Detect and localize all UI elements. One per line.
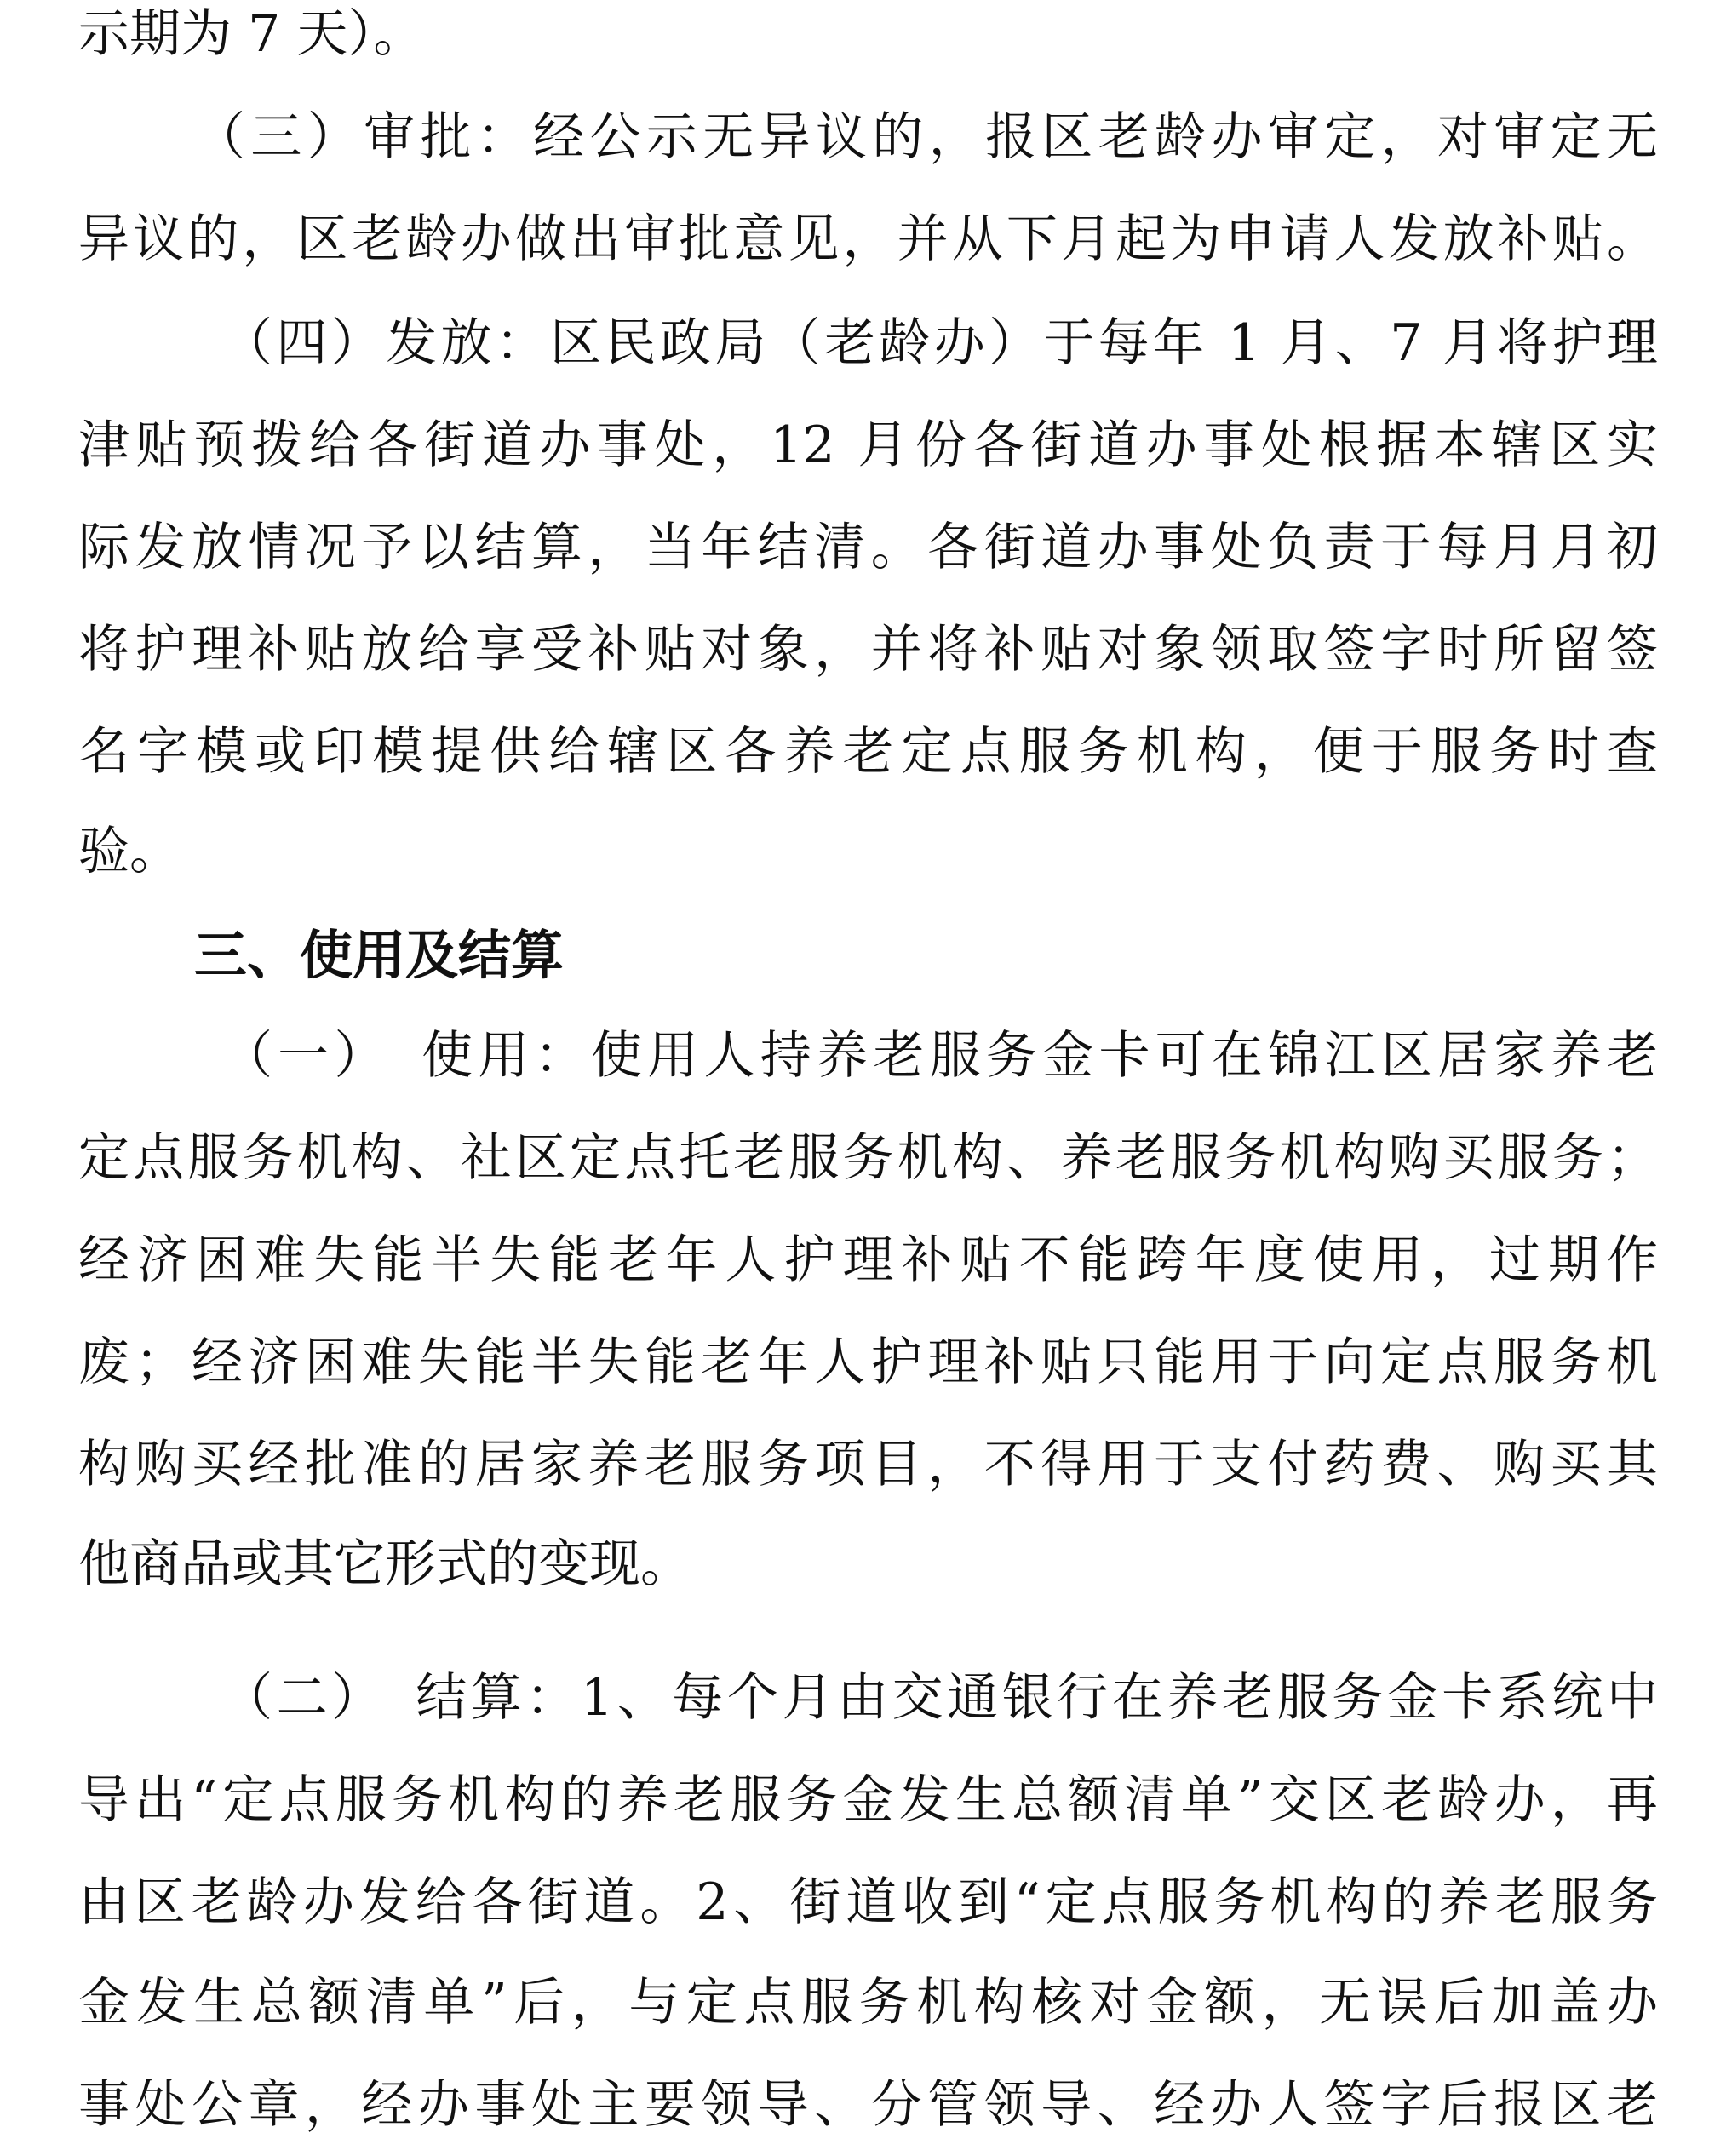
paragraph-line: 将护理补贴放给享受补贴对象，并将补贴对象领取签字时所留签 <box>78 620 1658 679</box>
paragraph-line: 验。 <box>78 822 181 881</box>
paragraph-line: 他商品或其它形式的变现。 <box>78 1534 691 1594</box>
paragraph-line: 示期为 7 天）。 <box>78 4 425 64</box>
paragraph-line: 事处公章，经办事处主要领导、分管领导、经办人签字后报区老 <box>78 2075 1658 2135</box>
paragraph-line: （四）发放：区民政局（老龄办）于每年 1 月、7 月将护理 <box>221 313 1658 373</box>
paragraph-line: （二） 结算：1、每个月由交通银行在养老服务金卡系统中 <box>221 1668 1658 1728</box>
paragraph-line: 际发放情况予以结算，当年结清。各街道办事处负责于每月月初 <box>78 518 1658 577</box>
paragraph-line: 名字模或印模提供给辖区各养老定点服务机构，便于服务时查 <box>78 722 1658 782</box>
paragraph-line: （三）审批：经公示无异议的，报区老龄办审定，对审定无 <box>194 107 1658 167</box>
paragraph-line: （一） 使用：使用人持养老服务金卡可在锦江区居家养老 <box>221 1026 1658 1086</box>
paragraph-line: 由区老龄办发给各街道。2、街道收到“定点服务机构的养老服务 <box>78 1872 1658 1932</box>
paragraph-line: 金发生总额清单”后，与定点服务机构核对金额，无误后加盖办 <box>78 1973 1658 2033</box>
paragraph-line: 定点服务机构、社区定点托老服务机构、养老服务机构购买服务； <box>78 1128 1658 1188</box>
paragraph-line: 导出“定点服务机构的养老服务金发生总额清单”交区老龄办，再 <box>78 1770 1658 1830</box>
paragraph-line: 津贴预拨给各街道办事处，12 月份各街道办事处根据本辖区实 <box>78 416 1658 475</box>
paragraph-line: 异议的，区老龄办做出审批意见，并从下月起为申请人发放补贴。 <box>78 209 1658 269</box>
section-heading: 三、使用及结算 <box>194 924 565 986</box>
paragraph-line: 构购买经批准的居家养老服务项目，不得用于支付药费、购买其 <box>78 1435 1658 1494</box>
paragraph-line: 经济困难失能半失能老年人护理补贴不能跨年度使用，过期作 <box>78 1230 1658 1290</box>
paragraph-line: 废；经济困难失能半失能老年人护理补贴只能用于向定点服务机 <box>78 1333 1658 1392</box>
